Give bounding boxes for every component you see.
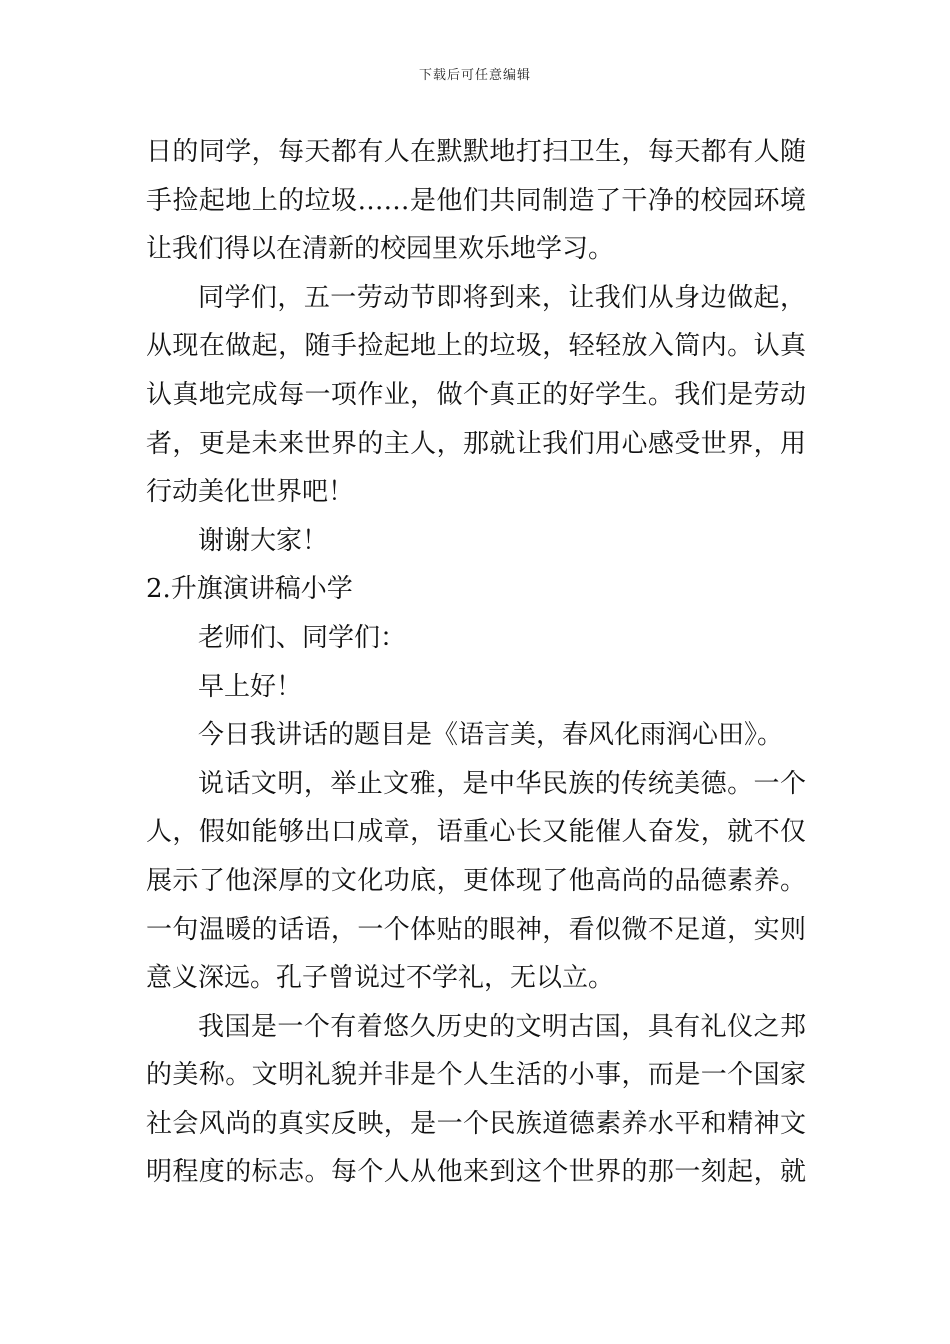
text-line: 让我们得以在清新的校园里欢乐地学习。 <box>146 234 615 265</box>
text-line: 一句温暖的话语，一个体贴的眼神，看似微不足道，实则 <box>146 914 806 945</box>
text-line: 认真地完成每一项作业，做个真正的好学生。我们是劳动 <box>146 379 806 410</box>
document-body <box>146 128 806 1197</box>
text-line: 展示了他深厚的文化功底，更体现了他高尚的品德素养。 <box>146 865 806 896</box>
text-line: 意义深远。孔子曾说过不学礼，无以立。 <box>146 963 615 994</box>
text-line: 人，假如能够出口成章，语重心长又能催人奋发，就不仅 <box>146 817 806 848</box>
text-line: 2.升旗演讲稿小学 <box>146 574 353 605</box>
text-line: 的美称。文明礼貌并非是个人生活的小事，而是一个国家 <box>146 1060 806 1091</box>
text-line: 谢谢大家！ <box>198 525 329 556</box>
text-line: 日的同学，每天都有人在默默地打扫卫生，每天都有人随 <box>146 137 806 167</box>
page-header: 下载后可任意编辑 <box>418 68 531 83</box>
text-line: 我国是一个有着悠久历史的文明古国，具有礼仪之邦 <box>198 1011 806 1042</box>
text-line: 说话文明，举止文雅，是中华民族的传统美德。一个 <box>198 768 806 799</box>
text-line: 老师们、同学们： <box>198 622 407 653</box>
text-line: 从现在做起，随手捡起地上的垃圾，轻轻放入筒内。认真 <box>146 331 806 362</box>
text-line: 早上好！ <box>198 671 303 702</box>
text-line: 者，更是未来世界的主人，那就让我们用心感受世界，用 <box>146 428 806 459</box>
text-line: 手捡起地上的垃圾……是他们共同制造了干净的校园环境 <box>146 185 806 216</box>
text-line: 行动美化世界吧！ <box>146 477 355 508</box>
text-line: 明程度的标志。每个人从他来到这个世界的那一刻起，就 <box>146 1157 806 1188</box>
text-line: 同学们，五一劳动节即将到来，让我们从身边做起， <box>198 282 806 313</box>
text-line: 社会风尚的真实反映，是一个民族道德素养水平和精神文 <box>146 1108 806 1139</box>
text-line: 今日我讲话的题目是《语言美，春风化雨润心田》。 <box>198 720 784 751</box>
